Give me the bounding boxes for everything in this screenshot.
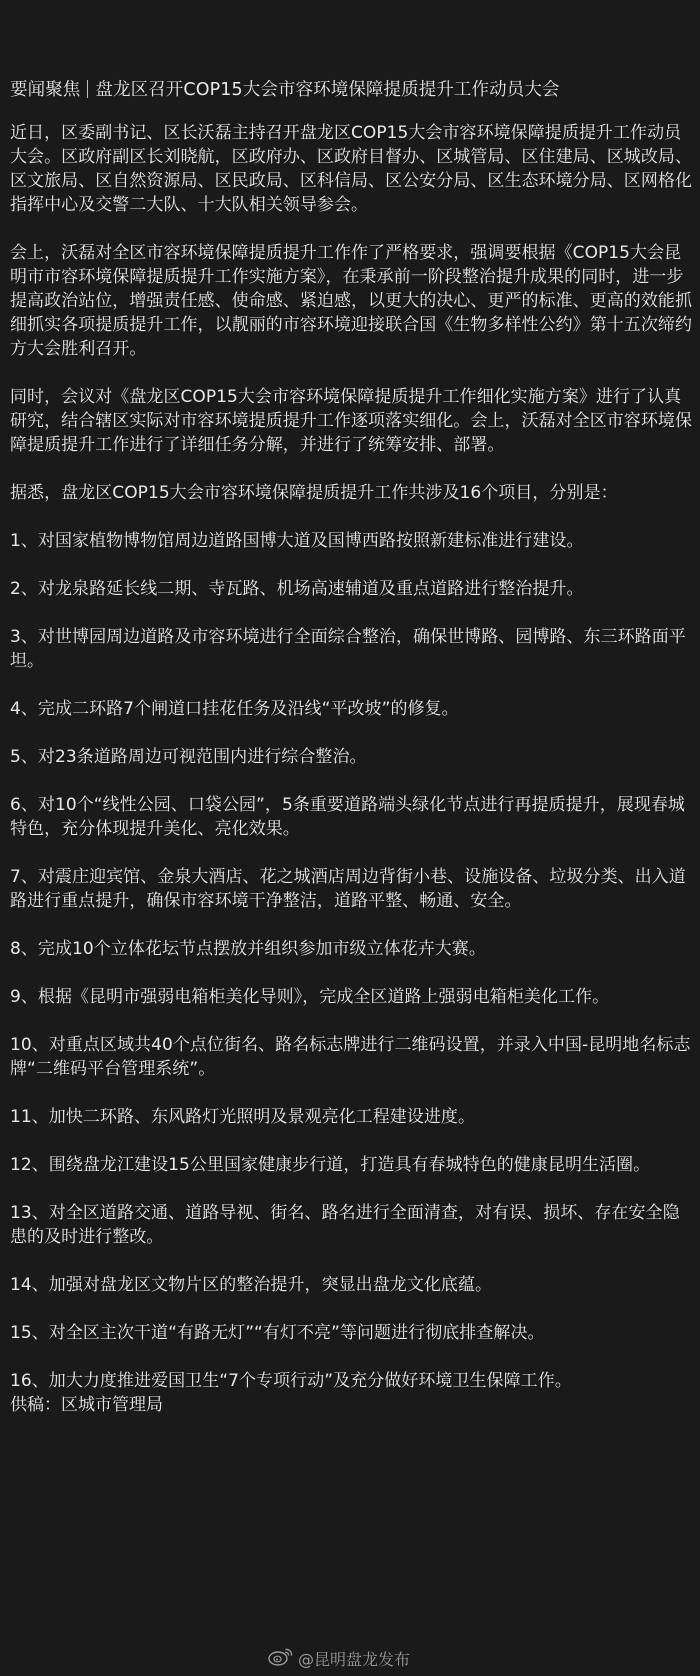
paragraph: 据悉，盘龙区COP15大会市容环境保障提质提升工作共涉及16个项目，分别是： — [10, 483, 618, 503]
article — [10, 78, 692, 1417]
article-intro — [10, 121, 692, 505]
list-item: 14、加强对盘龙区文物片区的整治提升，突显出盘龙文化底蕴。 — [10, 1275, 493, 1295]
list-item: 11、加快二环路、东风路灯光照明及景观亮化工程建设进度。 — [10, 1107, 476, 1127]
list-item: 2、对龙泉路延长线二期、寺瓦路、机场高速辅道及重点道路进行整治提升。 — [10, 579, 584, 599]
weibo-icon — [268, 1646, 298, 1670]
list-item: 1、对国家植物博物馆周边道路国博大道及国博西路按照新建标准进行建设。 — [10, 531, 584, 551]
list-item: 3、对世博园周边道路及市容环境进行全面综合整治，确保世博路、园博路、东三环路面平坦。 — [10, 627, 686, 671]
list-item: 7、对震庄迎宾馆、金泉大酒店、花之城酒店周边背街小巷、设施设备、垃圾分类、出入道路进行重点提升，确保市容环境干净整洁，道路平整、畅通、安全。 — [10, 867, 686, 911]
article-title — [10, 78, 692, 103]
list-item: 4、完成二环路7个闸道口挂花任务及沿线“平改坡”的修复。 — [10, 699, 459, 719]
list-item: 10、对重点区域共40个点位街名、路名标志牌进行二维码设置，并录入中国-昆明地名标志牌“二维码平台管理系统”。 — [10, 1035, 691, 1079]
list-item: 12、围绕盘龙江建设15公里国家健康步行道，打造具有春城特色的健康昆明生活圈。 — [10, 1155, 651, 1175]
list-item: 6、对10个“线性公园、口袋公园”，5条重要道路端头绿化节点进行再提质提升，展现春城特色，充分体现提升美化、亮化效果。 — [10, 795, 685, 839]
article-credit: 供稿：区城市管理局 — [10, 1395, 163, 1415]
list-item: 9、根据《昆明市强弱电箱柜美化导则》，完成全区道路上强弱电箱柜美化工作。 — [10, 987, 610, 1007]
title-main: 盘龙区召开COP15大会市容环境保障提质提升工作动员大会 — [95, 80, 560, 100]
list-item: 8、完成10个立体花坛节点摆放并组织参加市级立体花卉大赛。 — [10, 939, 486, 959]
list-item: 15、对全区主次干道“有路无灯”“有灯不亮”等问题进行彻底排查解决。 — [10, 1323, 545, 1343]
list-item: 5、对23条道路周边可视范围内进行综合整治。 — [10, 747, 367, 767]
paragraph: 会上，沃磊对全区市容环境保障提质提升工作作了严格要求，强调要根据《COP15大会昆明市市容环境保障提质提升工作实施方案》，在秉承前一阶段整治提升成果的同时，进一步提高政治站位，增强责任感、使命感、紧迫感，以更大的决心、更严的标准、更高的效能抓细抓实各项提质提升工作，以靓丽的市容环境迎接联合国《生物多样性公约》第十五次缔约方大会胜利召开。 — [10, 243, 692, 359]
title-divider — [87, 80, 88, 98]
weibo-watermark — [268, 1646, 410, 1670]
project-list — [10, 529, 692, 1393]
list-item: 13、对全区道路交通、道路导视、街名、路名进行全面清查，对有误、损坏、存在安全隐患的及时进行整改。 — [10, 1203, 680, 1247]
list-item: 16、加大力度推进爱国卫生“7个专项行动”及充分做好环境卫生保障工作。 — [10, 1371, 572, 1391]
watermark-text: @昆明盘龙发布 — [298, 1649, 411, 1669]
paragraph: 同时，会议对《盘龙区COP15大会市容环境保障提质提升工作细化实施方案》进行了认真研究，结合辖区实际对市容环境提质提升工作逐项落实细化。会上，沃磊对全区市容环境保障提质提升工作进行了详细任务分解，并进行了统筹安排、部署。 — [10, 387, 692, 455]
paragraph: 近日，区委副书记、区长沃磊主持召开盘龙区COP15大会市容环境保障提质提升工作动员大会。区政府副区长刘晓航，区政府办、区政府目督办、区城管局、区住建局、区城改局、区文旅局、区自然资源局、区民政局、区科信局、区公安分局、区生态环境分局、区网格化指挥中心及交警二大队、十大队相关领导参会。 — [10, 123, 692, 215]
title-prefix: 要闻聚焦 — [10, 80, 81, 100]
